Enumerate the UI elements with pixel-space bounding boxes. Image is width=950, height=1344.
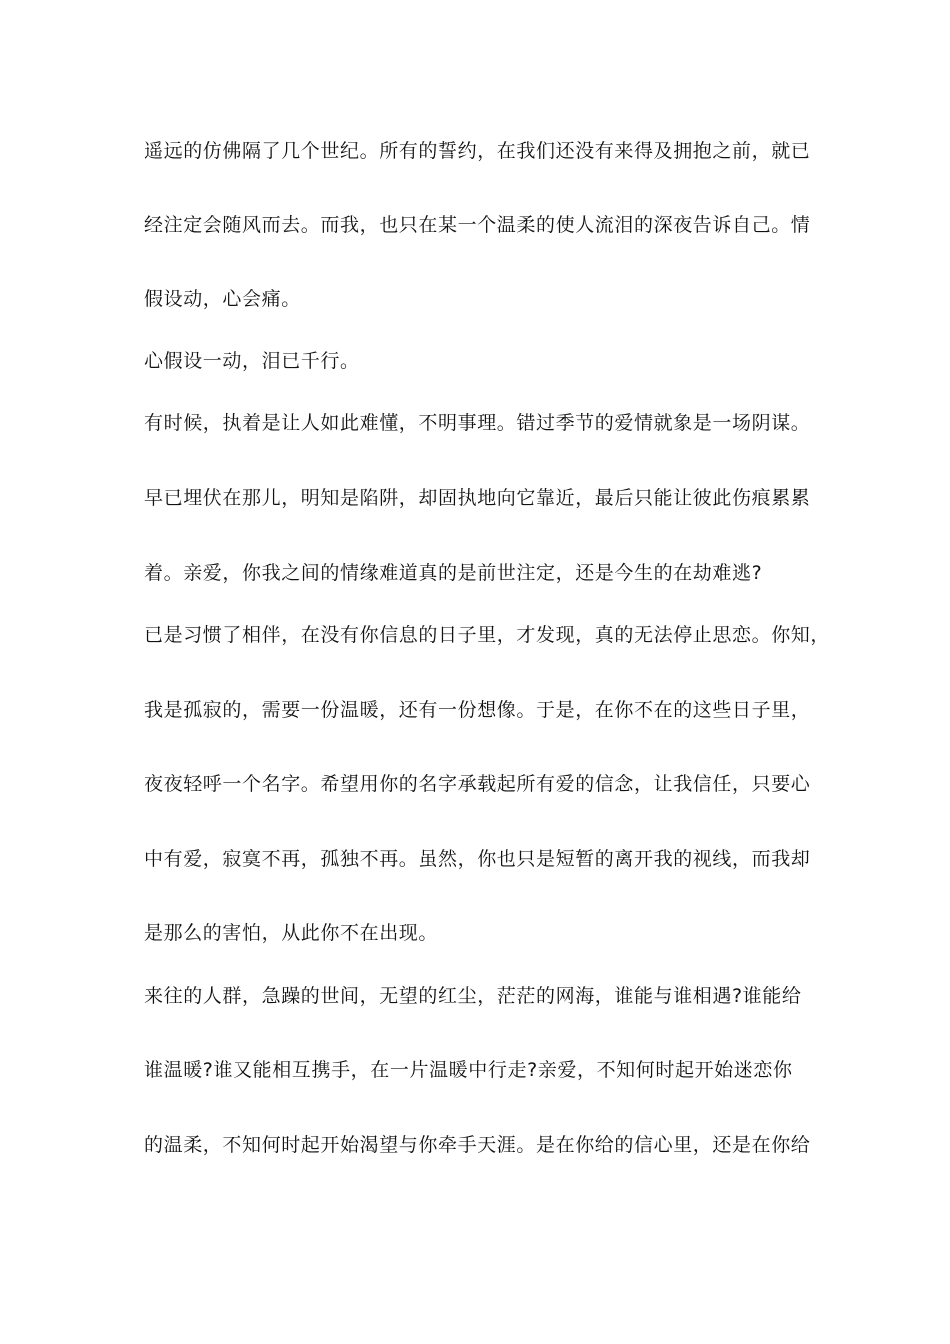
text-line: 夜夜轻呼一个名字。希望用你的名字承载起所有爱的信念，让我信任，只要心 [144,773,811,795]
text-line: 着。亲爱，你我之间的情缘难道真的是前世注定，还是今生的在劫难逃? [144,562,763,584]
text-line: 心假设一动，泪已千行。 [144,350,360,372]
text-line: 遥远的仿佛隔了几个世纪。所有的誓约，在我们还没有来得及拥抱之前，就已 [144,140,811,162]
text-line: 是那么的害怕，从此你不在出现。 [144,922,439,944]
text-line: 有时候，执着是让人如此难懂，不明事理。错过季节的爱情就象是一场阴谋。 [144,412,811,434]
text-line: 已是习惯了相伴，在没有你信息的日子里，才发现，真的无法停止思恋。你知， [144,624,831,646]
text-line: 假设动，心会痛。 [144,288,301,310]
text-line: 的温柔，不知何时起开始渴望与你牵手天涯。是在你给的信心里，还是在你给 [144,1134,811,1156]
text-line: 来往的人群，急躁的世间，无望的红尘，茫茫的网海，谁能与谁相遇?谁能给 [144,985,802,1007]
text-line: 我是孤寂的，需要一份温暖，还有一份想像。于是，在你不在的这些日子里， [144,699,811,721]
text-line: 早已埋伏在那儿，明知是陷阱，却固执地向它靠近，最后只能让彼此伤痕累累 [144,487,811,509]
text-line: 经注定会随风而去。而我，也只在某一个温柔的使人流泪的深夜告诉自己。情 [144,214,811,236]
text-line: 中有爱，寂寞不再，孤独不再。虽然，你也只是短暂的离开我的视线，而我却 [144,848,811,870]
text-line: 谁温暖?谁又能相互携手，在一片温暖中行走?亲爱，不知何时起开始迷恋你 [144,1059,793,1081]
